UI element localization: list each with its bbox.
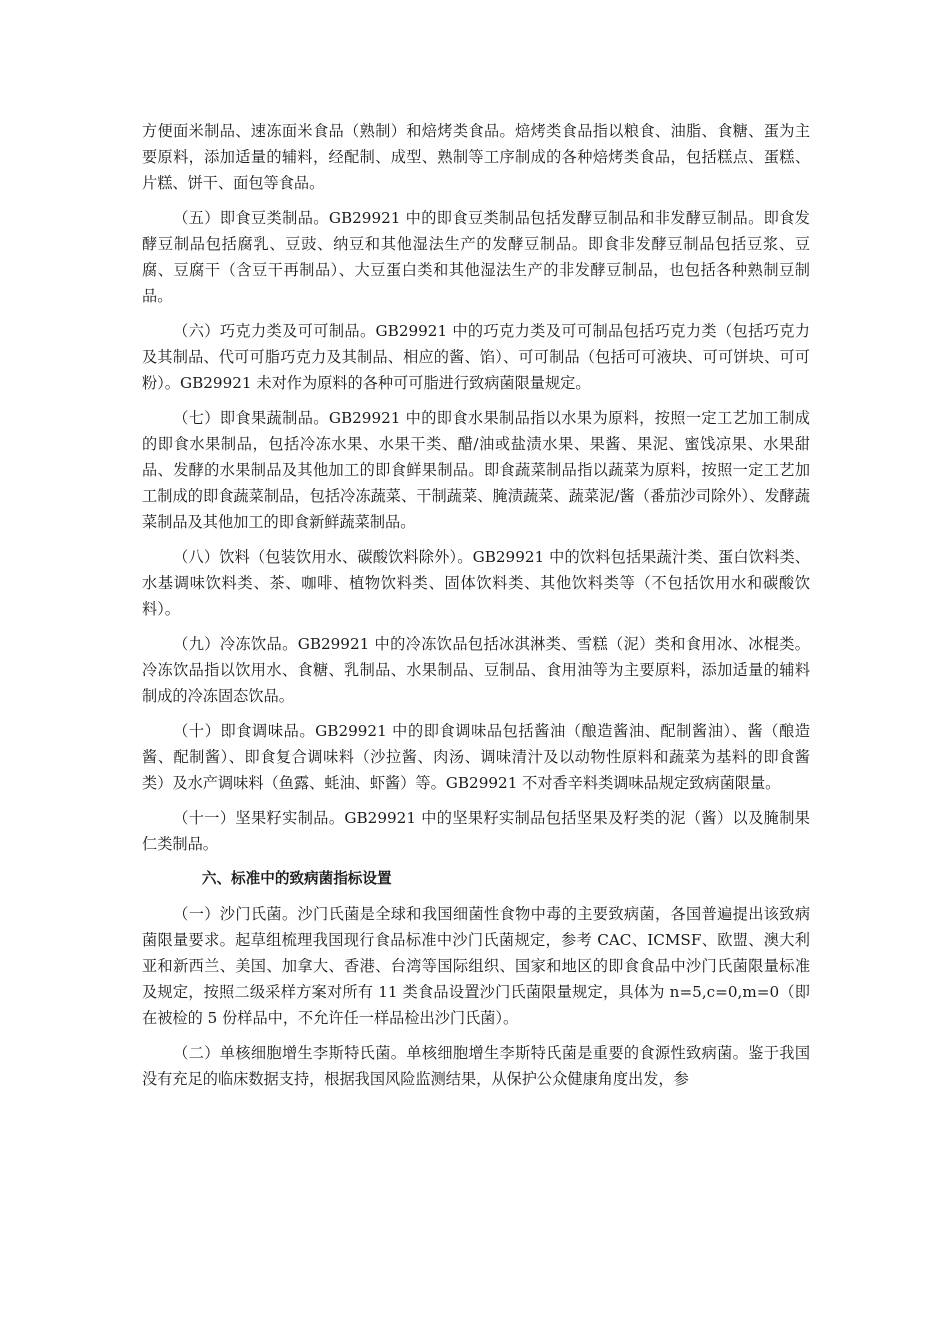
paragraph-fruit-vegetable-products: （七）即食果蔬制品。GB29921 中的即食水果制品指以水果为原料，按照一定工艺加工制成的即食水果制品，包括冷冻水果、水果干类、醋/油或盐渍水果、果酱、果泥、蜜饯凉果、水果甜品、发酵的水果制品及其他加工的即食鲜果制品。即食蔬菜制品指以蔬菜为原料，按照一定工艺加工制成的即食蔬菜制品，包括冷冻蔬菜、干制蔬菜、腌渍蔬菜、蔬菜泥/酱（番茄沙司除外）、发酵蔬菜制品及其他加工的即食新鲜蔬菜制品。: [142, 409, 810, 531]
paragraph-salmonella: （一）沙门氏菌。沙门氏菌是全球和我国细菌性食物中毒的主要致病菌，各国普遍提出该致病菌限量要求。起草组梳理我国现行食品标准中沙门氏菌规定，参考 CAC、ICMSF、欧盟、澳大利亚和新西兰、美国、加拿大、香港、台湾等国际组织、国家和地区的即食食品中沙门氏菌限量标准及规定，按照二级采样方案对所有 11 类食品设置沙门氏菌限量规定，具体为 n=5,c=0,m=0（即在被检的 5 份样品中，不允许任一样品检出沙门氏菌）。: [142, 905, 810, 1027]
paragraph-nuts-seeds: （十一）坚果籽实制品。GB29921 中的坚果籽实制品包括坚果及籽类的泥（酱）以及腌制果仁类制品。: [142, 809, 810, 853]
section-heading: 六、标准中的致病菌指标设置: [201, 870, 392, 887]
paragraph-instant-bean-products: （五）即食豆类制品。GB29921 中的即食豆类制品包括发酵豆制品和非发酵豆制品。即食发酵豆制品包括腐乳、豆豉、纳豆和其他湿法生产的发酵豆制品。即食非发酵豆制品包括豆浆、豆腐、豆腐干（含豆干再制品）、大豆蛋白类和其他湿法生产的非发酵豆制品，也包括各种熟制豆制品。: [142, 209, 810, 305]
paragraph-baked-goods: 方便面米制品、速冻面米食品（熟制）和焙烤类食品。焙烤类食品指以粮食、油脂、食糖、蛋为主要原料，添加适量的辅料，经配制、成型、熟制等工序制成的各种焙烤类食品，包括糕点、蛋糕、片糕、饼干、面包等食品。: [142, 122, 810, 192]
paragraph-condiments: （十）即食调味品。GB29921 中的即食调味品包括酱油（酿造酱油、配制酱油）、酱（酿造酱、配制酱）、即食复合调味料（沙拉酱、肉汤、调味清汁及以动物性原料和蔬菜为基料的即食酱类）及水产调味料（鱼露、蚝油、虾酱）等。GB29921 不对香辛料类调味品规定致病菌限量。: [142, 722, 810, 792]
paragraph-beverages: （八）饮料（包装饮用水、碳酸饮料除外）。GB29921 中的饮料包括果蔬汁类、蛋白饮料类、水基调味饮料类、茶、咖啡、植物饮料类、固体饮料类、其他饮料类等（不包括饮用水和碳酸饮料）。: [142, 548, 810, 618]
document-page: [142, 118, 810, 1101]
paragraph-chocolate-cocoa: （六）巧克力类及可可制品。GB29921 中的巧克力类及可可制品包括巧克力类（包括巧克力及其制品、代可可脂巧克力及其制品、相应的酱、馅）、可可制品（包括可可液块、可可饼块、可可粉）。GB29921 未对作为原料的各种可可脂进行致病菌限量规定。: [142, 322, 810, 392]
paragraph-listeria: （二）单核细胞增生李斯特氏菌。单核细胞增生李斯特氏菌是重要的食源性致病菌。鉴于我国没有充足的临床数据支持，根据我国风险监测结果，从保护公众健康角度出发，参: [142, 1044, 810, 1088]
paragraph-frozen-drinks: （九）冷冻饮品。GB29921 中的冷冻饮品包括冰淇淋类、雪糕（泥）类和食用冰、冰棍类。冷冻饮品指以饮用水、食糖、乳制品、水果制品、豆制品、食用油等为主要原料，添加适量的辅料制成的冷冻固态饮品。: [142, 635, 810, 705]
